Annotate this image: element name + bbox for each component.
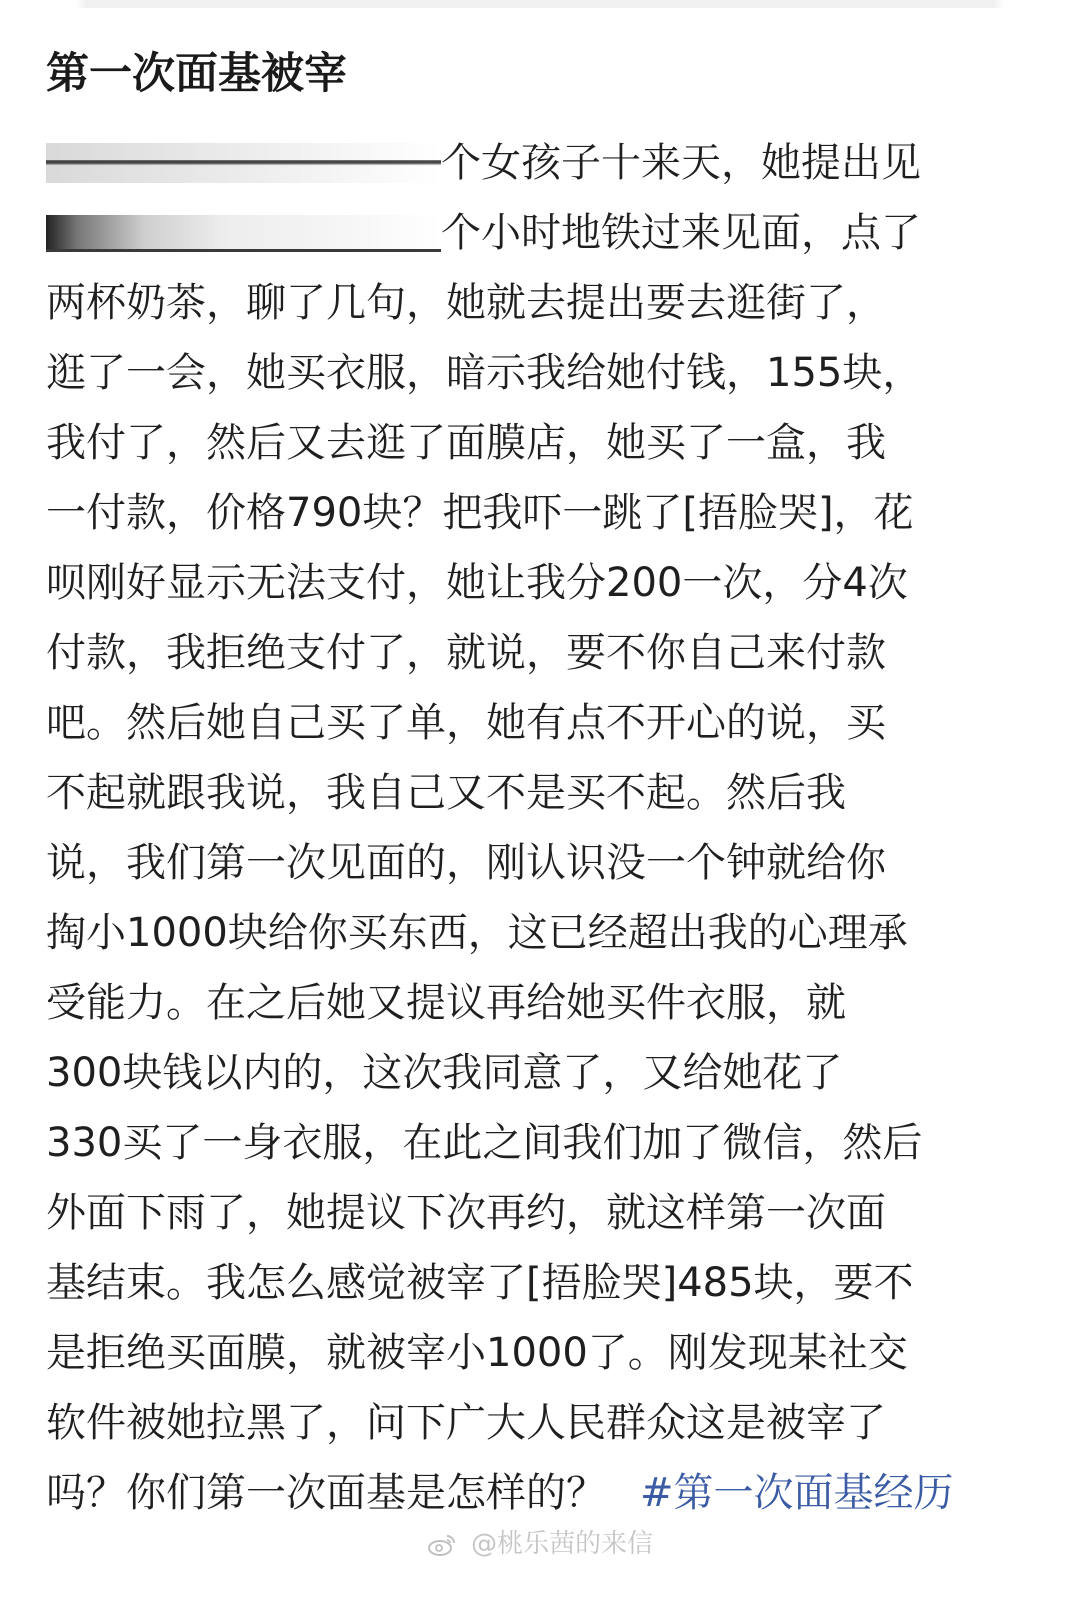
text-line: 吧。然后她自己买了单，她有点不开心的说，买 bbox=[46, 700, 886, 746]
text-line: 一付款，价格790块？把我吓一跳了[捂脸哭]，花 bbox=[46, 490, 914, 536]
text-line: 软件被她拉黑了，问下广大人民群众这是被宰了 bbox=[46, 1400, 886, 1446]
text-line: 受能力。在之后她又提议再给她买件衣服，就 bbox=[46, 980, 846, 1026]
text-line: 说，我们第一次见面的，刚认识没一个钟就给你 bbox=[46, 840, 886, 886]
text-line bbox=[46, 1458, 1046, 1528]
hashtag-link[interactable]: #第一次面基经历 bbox=[640, 1470, 954, 1516]
redaction-mark bbox=[46, 215, 441, 252]
text-line: 掏小1000块给你买东西，这已经超出我的心理承 bbox=[46, 910, 908, 956]
line-text: 吗？你们第一次面基是怎样的？ bbox=[46, 1470, 606, 1516]
line-text: 个小时地铁过来见面，点了 bbox=[441, 210, 921, 256]
redaction-mark bbox=[46, 143, 441, 183]
text-line: 付款，我拒绝支付了，就说，要不你自己来付款 bbox=[46, 630, 886, 676]
text-line: 逛了一会，她买衣服，暗示我给她付钱，155块， bbox=[46, 350, 923, 396]
text-line: 是拒绝买面膜，就被宰小1000了。刚发现某社交 bbox=[46, 1330, 908, 1376]
post-body bbox=[46, 128, 1046, 1528]
post-title: 第一次面基被宰 bbox=[46, 49, 347, 99]
text-line bbox=[46, 128, 1046, 198]
text-line bbox=[46, 198, 1046, 268]
text-line: 呗刚好显示无法支付，她让我分200一次，分4次 bbox=[46, 560, 908, 606]
weibo-icon bbox=[427, 1533, 457, 1557]
top-edge bbox=[0, 0, 1080, 8]
text-line: 我付了，然后又去逛了面膜店，她买了一盒，我 bbox=[46, 420, 886, 466]
text-line: 300块钱以内的，这次我同意了，又给她花了 bbox=[46, 1050, 843, 1096]
text-line: 不起就跟我说，我自己又不是买不起。然后我 bbox=[46, 770, 846, 816]
text-line: 两杯奶茶，聊了几句，她就去提出要去逛街了， bbox=[46, 280, 886, 326]
text-line: 330买了一身衣服，在此之间我们加了微信，然后 bbox=[46, 1120, 923, 1166]
watermark-text: @桃乐茜的来信 bbox=[471, 1529, 654, 1559]
text-line: 外面下雨了，她提议下次再约，就这样第一次面 bbox=[46, 1190, 886, 1236]
line-text: 个女孩子十来天，她提出见 bbox=[441, 140, 921, 186]
text-line: 基结束。我怎么感觉被宰了[捂脸哭]485块，要不 bbox=[46, 1260, 914, 1306]
watermark bbox=[0, 1523, 1080, 1560]
